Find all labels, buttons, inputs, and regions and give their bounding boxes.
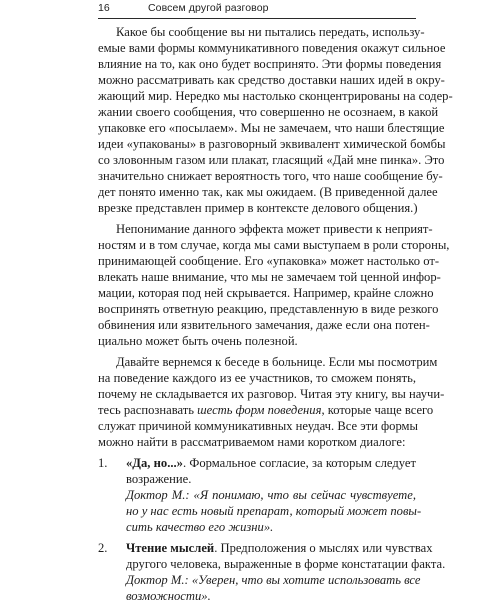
text-line: возражение. (126, 472, 192, 486)
quote-line: сить качество его жизни». (126, 520, 274, 534)
running-title: Совсем другой разговор (148, 2, 269, 14)
text-line: влекать наше внимание, что мы не замечаем той ценной инфор- (98, 270, 441, 284)
text-line: циально может быть очень полезной. (98, 334, 298, 348)
text-line: почему не складывается их разговор. Читая эту книгу, вы научи- (98, 387, 445, 401)
text-line: жании своего сообщения, что совершенно не осознаем, в какой (98, 105, 439, 119)
text-line: мации, которая под ней скрывается. Например, крайне сложно (98, 286, 434, 300)
text-line: другого человека, выраженные в форме констатации факта. (126, 557, 446, 571)
text-line: служат причиной коммуникативных неудач. Все эти формы (98, 419, 418, 433)
quote-line: возможности». (126, 589, 211, 603)
text-line: влияние на то, как оно будет воспринято. Эти формы поведения (98, 57, 442, 71)
text-run: . Предположения о мыслях или чувствах (214, 541, 433, 555)
quote-line: Доктор М.: «Уверен, что вы хотите использовать все (126, 573, 421, 587)
text-line: на поведение каждого из ее участников, то сможем понять, (98, 371, 416, 385)
text-line: обвинения или язвительного замечания, даже если она потен- (98, 318, 430, 332)
text-line: ностям и в том случае, когда мы сами выступаем в роли стороны, (98, 238, 450, 252)
text-line (98, 540, 433, 556)
quote-line: но у нас есть новый препарат, который может повы- (126, 504, 422, 518)
paragraph-2 (98, 221, 450, 349)
text-line: со зловонным газом или плакат, гласящий «Дай мне пинка». Это (98, 153, 445, 167)
text-line: Какое бы сообщение вы ни пытались передать, использу- (116, 25, 425, 39)
text-line: значительно снижает вероятность того, что наше сообщение бу- (98, 169, 443, 183)
list-item (98, 455, 422, 535)
text-line: врезке представлен пример в контексте делового общения.) (98, 201, 418, 215)
text-line: дет понято именно так, как мы ожидаем. (В приведенной далее (98, 185, 438, 199)
text-line (98, 402, 434, 418)
list-number: 2. (98, 541, 108, 555)
list-item (98, 540, 446, 604)
paragraph-3 (98, 354, 445, 450)
text-run: тесь распознавать (98, 403, 198, 417)
list-item-title: Чтение мыслей (126, 541, 215, 555)
quote-line: Доктор М.: «Я понимаю, что вы сейчас чувствуете, (126, 488, 416, 502)
text-line: принимающей сообщение. Его «упаковка» может настолько от- (98, 254, 440, 268)
text-line: воспринять ответную реакцию, представленную в виде резкого (98, 302, 439, 316)
emphasis-text: шесть форм поведения (197, 403, 322, 417)
text-line: Непонимание данного эффекта может привести к неприят- (116, 222, 433, 236)
running-header (98, 0, 416, 19)
page-number: 16 (98, 2, 110, 14)
paragraph-1 (98, 24, 453, 216)
text-line: емые вами формы коммуникативного поведения окажут сильное (98, 41, 446, 55)
list-number: 1. (98, 456, 108, 470)
text-line: Давайте вернемся к беседе в больнице. Если мы посмотрим (116, 355, 438, 369)
text-line: упаковке его «посылаем». Мы не замечаем, что наши блестящие (98, 121, 445, 135)
text-line: можно найти в рассматриваемом нами коротком диалоге: (98, 435, 406, 449)
text-line: идеи «упакованы» в разговорный эквивалент химической бомбы (98, 137, 446, 151)
text-line (98, 455, 416, 471)
text-line: можно рассматривать как средство доставки наших идей в окру- (98, 73, 445, 87)
text-run: , которые чаще всего (321, 403, 434, 417)
text-run: . Формальное согласие, за которым следует (182, 456, 416, 470)
list-item-title: «Да, но...» (126, 456, 183, 470)
text-line: жающий мир. Нередко мы настолько сконцентрированы на содер- (98, 89, 453, 103)
body-text (98, 24, 453, 604)
